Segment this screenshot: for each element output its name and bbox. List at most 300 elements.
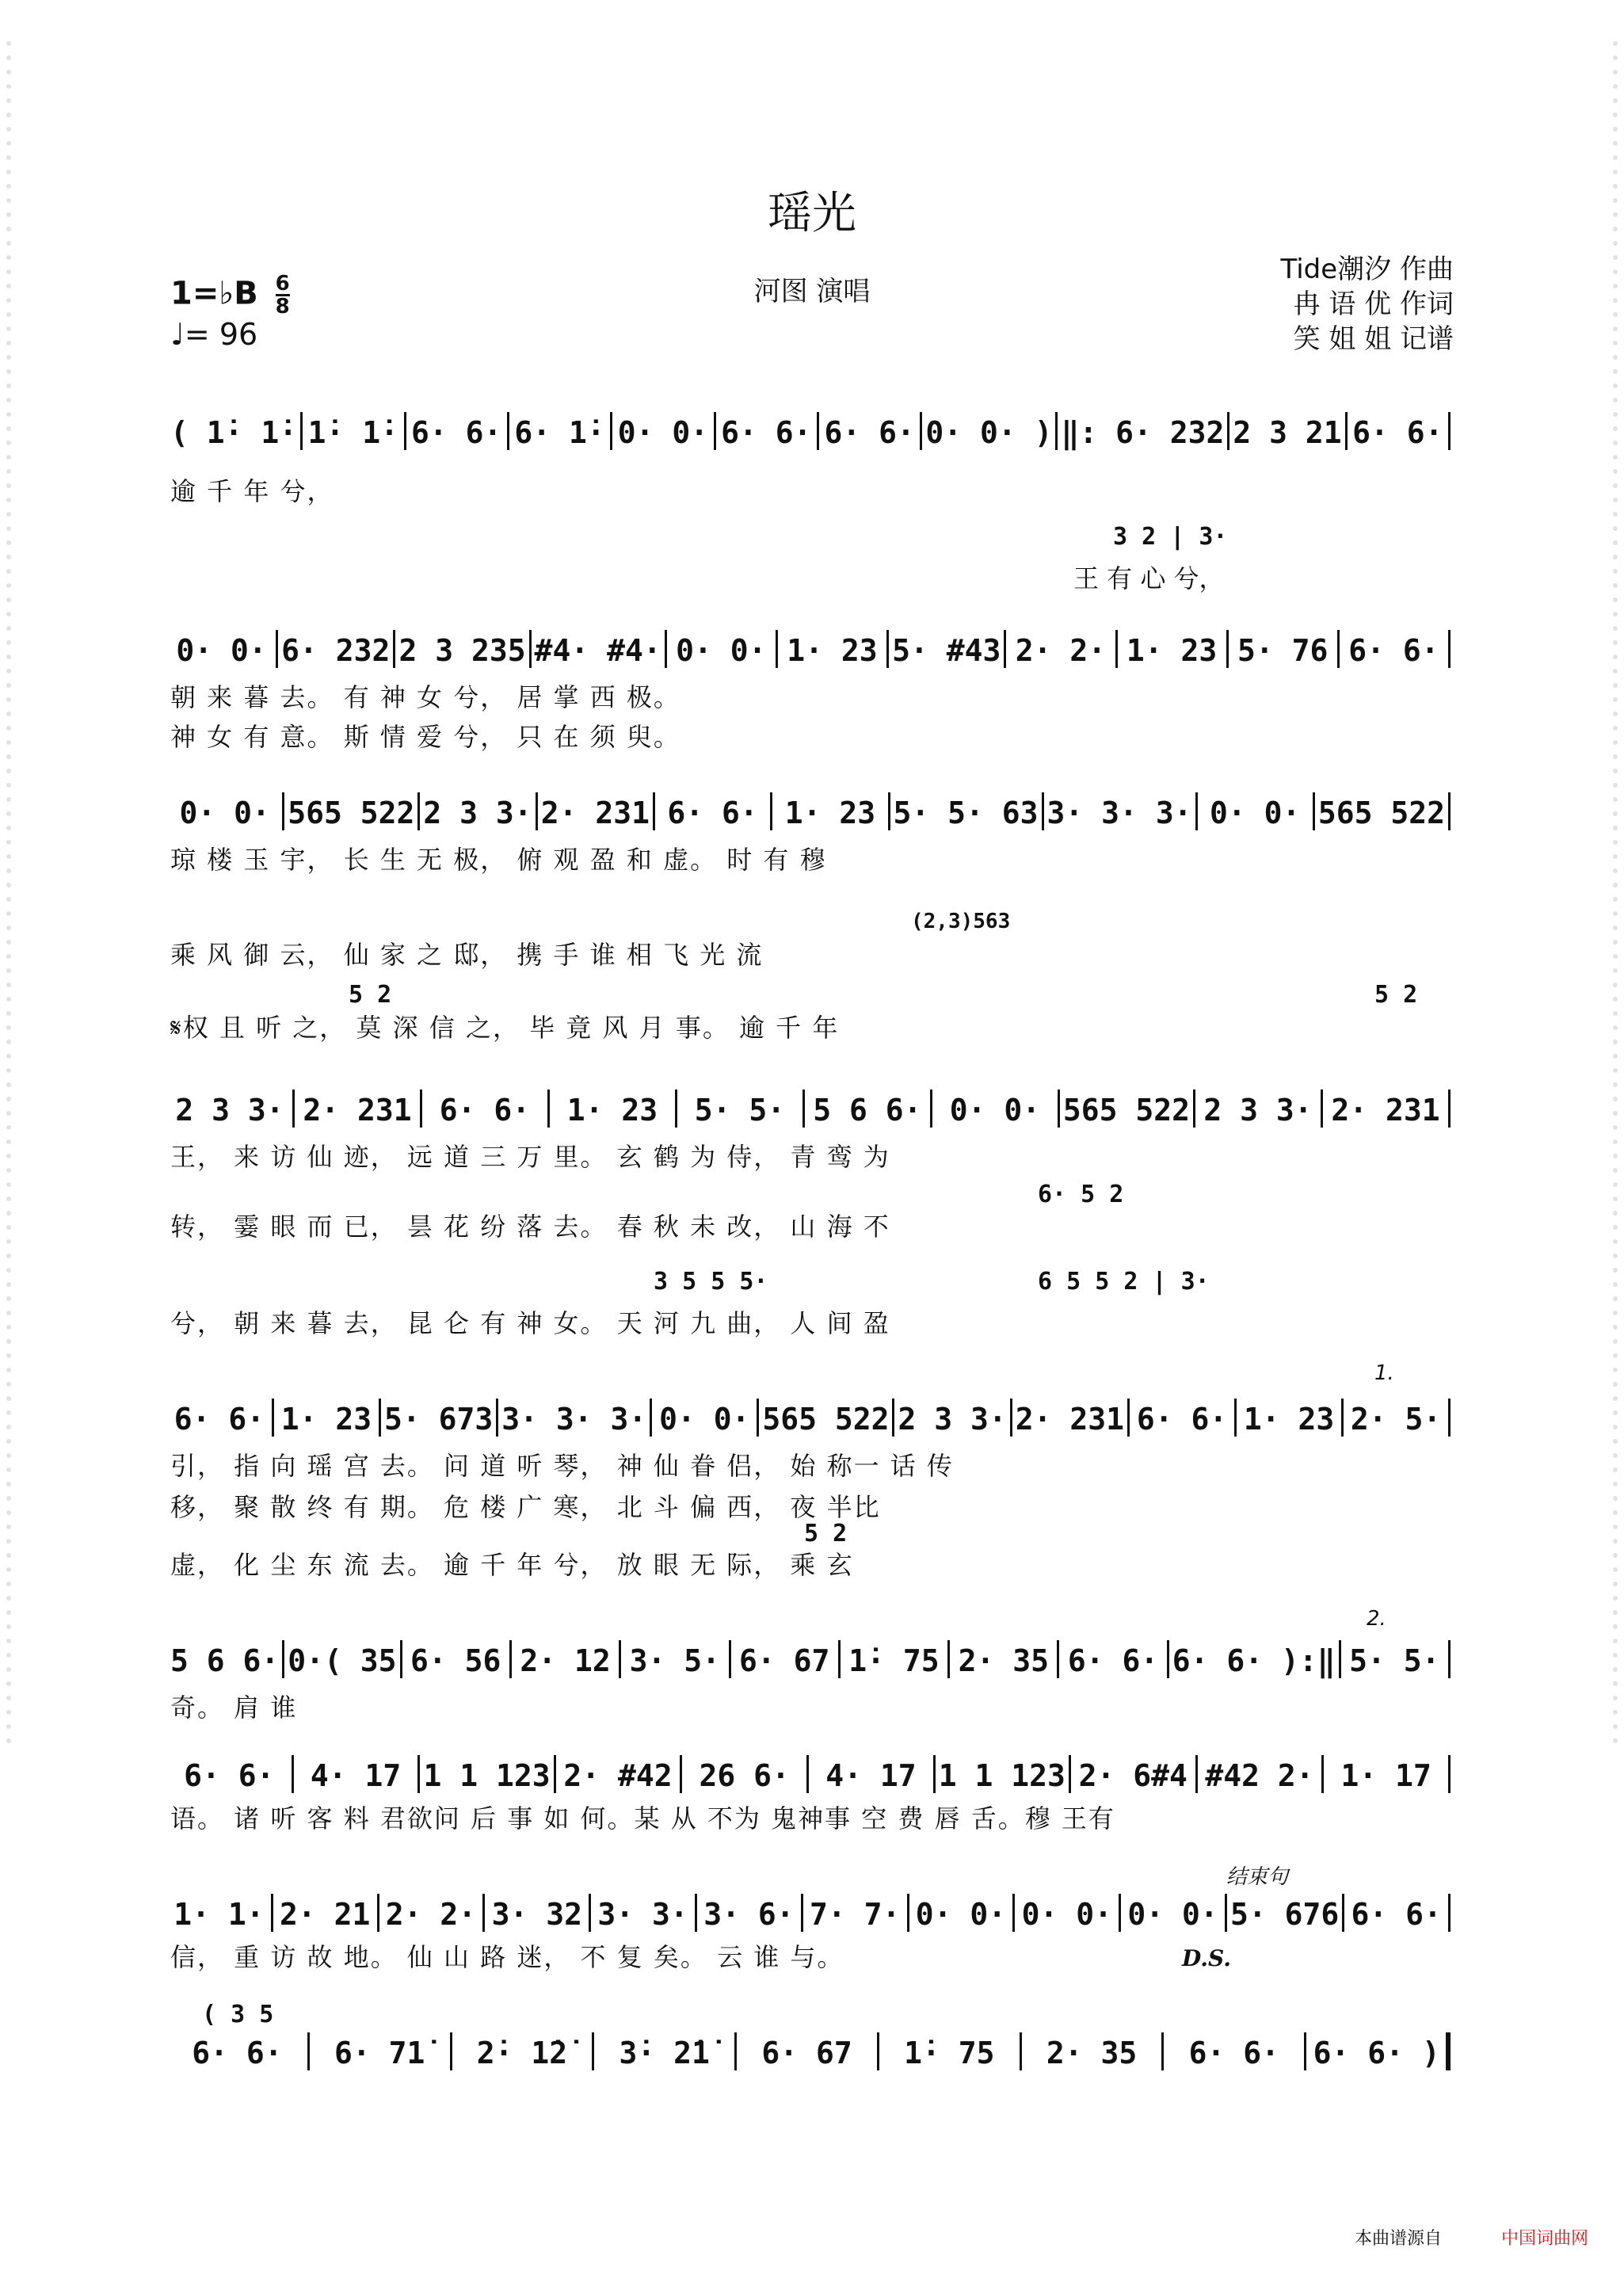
side-watermark-right [1610,32,1621,2234]
bar-line [1448,630,1451,668]
watermark-dot [6,1296,11,1301]
watermark-dot [1613,498,1618,502]
measure: 3· 6· [703,1897,795,1932]
song-title: 瑶光 [768,188,856,239]
measure: 6· 6· [824,415,915,450]
bar-line [1448,1640,1451,1678]
watermark-dot [6,1040,11,1044]
watermark-dot [6,840,11,845]
watermark-dot [6,1525,11,1529]
watermark-dot [1613,1510,1618,1515]
bar-line [1321,1089,1323,1128]
bar-line [1127,1399,1130,1437]
measure: 565 522 [1062,1093,1191,1128]
measure: 0· 0· [1210,796,1301,830]
measure: 2 3 235 [398,633,526,668]
watermark-dot [1613,654,1618,659]
measure: 2 3 3· [1203,1093,1313,1128]
watermark-dot [6,84,11,89]
bar-line [907,1894,909,1932]
watermark-dot [6,968,11,973]
bar-line [886,630,889,668]
watermark-dot [1613,1325,1618,1330]
watermark-dot [1613,597,1618,602]
measure: 3· 32 [491,1897,582,1932]
watermark-dot [1613,384,1618,388]
measure: 6· 67 [738,1643,830,1678]
bar-line [838,1640,841,1678]
watermark-dot [1613,1453,1618,1458]
watermark-dot [6,640,11,645]
bar-line [729,1640,731,1678]
measure: 4· 17 [825,1758,917,1793]
measure: 6· 6· [1136,1402,1228,1437]
measure: 6· 6· [192,2036,283,2070]
measure: #4· #4· [534,633,661,668]
bar-line [680,1755,682,1793]
watermark-dot [6,1596,11,1601]
watermark-dot [6,326,11,331]
measure: 2· 6#4 [1078,1758,1188,1793]
time-sig-denominator: 8 [275,295,290,319]
alt-notes-line4b: 3 5 5 5· [654,1268,768,1296]
measure: ‖: 6· 232 [1061,415,1225,450]
watermark-dot [6,925,11,930]
lyric-line: 转， 霎 眼 而 已， 昙 花 纷 落 去。 春 秋 未 改， 山 海 不 [170,1212,890,1242]
measure: 3· 3· [597,1897,688,1932]
measure: 2· 21 [280,1897,371,1932]
bar-line [282,792,284,830]
measure: 3· 5· [629,1643,721,1678]
bar-line [1042,792,1044,830]
measure: 2· 35 [1046,2036,1138,2070]
measure: 6· 1̇· [514,415,605,450]
watermark-dot [6,1196,11,1201]
transcriber-credit: 笑 姐 姐 记谱 [1293,323,1454,355]
bar-line [1161,2032,1164,2070]
watermark-dot [1613,255,1618,260]
bar-line [1010,1399,1012,1437]
watermark-dot [1613,954,1618,959]
watermark-dot [6,341,11,345]
watermark-dot [1613,127,1618,132]
watermark-dot [1613,1339,1618,1344]
notes-row [170,792,1454,830]
measure: 565 522 [762,1402,890,1437]
notes-row [170,1640,1454,1678]
bar-line [947,1640,950,1678]
watermark-dot [1613,997,1618,1002]
bar-line [1448,412,1451,450]
watermark-dot [1613,1296,1618,1301]
watermark-dot [1613,540,1618,545]
measure: 5 6 6· [170,1643,280,1678]
measure: 0· 0· [1127,1897,1218,1932]
measure: 1̇· 1̇· [307,415,399,450]
watermark-dot [1613,1239,1618,1244]
credits [1281,252,1454,357]
watermark-dot [1613,640,1618,645]
watermark-dot [1613,1467,1618,1472]
watermark-dot [1613,911,1618,916]
lyric-line: 语。 诸 听 客 料 君欲问 后 事 如 何。某 从 不为 鬼神事 空 费 唇 舌。穆 王有 [170,1803,1115,1834]
lyric-line: 信， 重 访 故 地。 仙 山 路 迷， 不 复 矣。 云 谁 与。 [170,1942,844,1972]
watermark-dot [1613,1653,1618,1658]
bar-line [675,1089,677,1128]
alt-notes-line5: 5 2 [804,1520,848,1547]
watermark-dot [6,1539,11,1544]
watermark-dot [1613,754,1618,759]
notes-row [170,1894,1454,1932]
bar-line [930,1089,932,1128]
lyric-line: 王， 来 访 仙 迹， 远 道 三 万 里。 玄 鹤 为 侍， 青 鸾 为 [170,1142,890,1172]
watermark-dot [1613,612,1618,616]
watermark-dot [6,1225,11,1230]
watermark-dot [6,940,11,944]
measure: 0· 0· [176,633,267,668]
measure: ( 1̇· 1̇· [170,415,298,450]
watermark-dot [1613,1068,1618,1073]
bar-line [404,412,406,450]
watermark-dot [6,1353,11,1358]
tempo-marking: ♩= 96 [170,317,258,352]
watermark-dot [1613,925,1618,930]
watermark-dot [6,1311,11,1315]
measure: 1 1 123 [938,1758,1066,1793]
watermark-dot [6,412,11,417]
watermark-dot [1613,84,1618,89]
measure: 2· 35 [958,1643,1049,1678]
watermark-dot [1613,512,1618,517]
bar-line [554,1755,556,1793]
watermark-dot [6,426,11,431]
measure: 5 6 6· [813,1093,922,1128]
watermark-dot [6,355,11,360]
measure: 6· 6· [439,1093,531,1128]
bar-line [547,1089,550,1128]
watermark-dot [1613,740,1618,745]
watermark-dot [6,654,11,659]
measure: 0· 0· [915,1897,1007,1932]
watermark-dot [6,1011,11,1016]
notes-row [170,1399,1454,1437]
measure: 2· 12 [520,1643,611,1678]
lyric-line: 琼 楼 玉 宇， 长 生 无 极， 俯 观 盈 和 虚。 时 有 穆 [170,845,827,875]
watermark-dot [6,1681,11,1686]
watermark-dot [1613,683,1618,688]
bar-line [802,1089,805,1128]
watermark-dot [6,170,11,174]
bar-line [400,1640,402,1678]
watermark-dot [1613,1667,1618,1672]
watermark-dot [1613,41,1618,46]
watermark-dot [6,583,11,588]
bar-line [1195,1755,1198,1793]
volta-2: 2. [1367,1607,1386,1631]
watermark-dot [1613,141,1618,146]
watermark-dot [6,1282,11,1287]
bar-line [1058,1089,1060,1128]
watermark-dot [6,1610,11,1615]
watermark-dot [6,1410,11,1415]
bar-line [1115,630,1118,668]
measure: 6· 6· ) [1313,2036,1440,2070]
watermark-dot [1613,469,1618,474]
measure: 1· 23 [784,796,876,830]
bar-line [536,792,538,830]
watermark-dot [1613,1382,1618,1387]
watermark-dot [6,384,11,388]
watermark-dot [1613,155,1618,160]
watermark-dot [6,997,11,1002]
watermark-dot [1613,1311,1618,1315]
measure: 5· 676 [1229,1897,1340,1932]
watermark-dot [6,441,11,445]
time-sig-numerator: 6 [275,272,290,296]
watermark-dot [1613,1410,1618,1415]
measure: 1̇· 75 [848,1643,940,1678]
lyric-line: 虚， 化 尘 东 流 去。 逾 千 年 兮， 放 眼 无 际， 乘 玄 [170,1550,854,1580]
bar-line [300,412,303,450]
watermark-dot [6,783,11,788]
measure: 2· 231 [540,796,650,830]
alt-notes-line1: 3 2 | 3· [1113,523,1228,551]
measure: 2̇· 1̇2̇ [476,2036,568,2070]
watermark-dot [1613,783,1618,788]
bar-line [665,630,667,668]
bar-line [714,412,716,450]
bar-line [417,1755,420,1793]
alt-lyric-line1: 王 有 心 兮， [1073,563,1225,593]
measure: 565 522 [1317,796,1445,830]
time-signature [276,273,290,317]
watermark-dot [1613,312,1618,317]
watermark-dot [1613,441,1618,445]
watermark-dot [1613,70,1618,74]
watermark-dot [1613,369,1618,374]
watermark-dot [6,483,11,488]
watermark-dot [1613,1681,1618,1686]
watermark-dot [6,555,11,559]
measure: 6· 71̇ [334,2036,425,2070]
bar-line [888,792,890,830]
watermark-dot [1613,1254,1618,1258]
measure: 1· 23 [787,633,878,668]
watermark-dot [1613,426,1618,431]
watermark-dot [1613,1582,1618,1586]
watermark-dot [6,1025,11,1030]
watermark-dot [6,1696,11,1700]
watermark-dot [6,712,11,716]
measure: 6· 6· [1348,633,1439,668]
lyric-line: 乘 风 御 云， 仙 家 之 邸， 携 手 谁 相 飞 光 流 [170,940,764,970]
watermark-dot [6,1168,11,1173]
watermark-dot [6,1738,11,1743]
watermark-dot [1613,1525,1618,1529]
watermark-dot [1613,669,1618,674]
bar-line [1193,1089,1195,1128]
watermark-dot [6,1111,11,1116]
watermark-dot [6,669,11,674]
bar-line [507,412,509,450]
measure: 1· 23 [566,1093,658,1128]
watermark-dot [6,1139,11,1144]
watermark-dot [1613,1439,1618,1444]
watermark-dot [1613,170,1618,174]
watermark-dot [6,512,11,517]
bar-line [653,792,655,830]
bar-line [1195,792,1198,830]
watermark-dot [1613,1425,1618,1429]
watermark-dot [6,55,11,60]
watermark-dot [1613,1082,1618,1087]
bar-line [757,1399,759,1437]
watermark-dot [6,540,11,545]
bar-line [393,630,395,668]
watermark-dot [1613,583,1618,588]
watermark-dot [6,769,11,773]
watermark-dot [1613,868,1618,873]
watermark-dot [1613,455,1618,460]
bar-line [695,1894,697,1932]
volta-1: 1. [1374,1361,1394,1385]
watermark-dot [6,255,11,260]
watermark-dot [6,797,11,802]
bar-line [1055,412,1058,450]
lyric-line: 兮， 朝 来 暮 去， 昆 仑 有 神 女。 天 河 九 曲， 人 间 盈 [170,1308,890,1338]
key-signature [170,273,290,317]
measure: 6· 6· [173,1402,265,1437]
measure: 5· 76 [1237,633,1329,668]
watermark-dot [6,612,11,616]
ds-marking: D.S. [1182,1945,1232,1971]
watermark-dot [6,1068,11,1073]
bar-line [307,2032,310,2070]
watermark-dot [6,312,11,317]
watermark-dot [6,983,11,987]
bar-line [271,1894,273,1932]
watermark-dot [6,1082,11,1087]
measure: 0· 0· [1021,1897,1112,1932]
watermark-dot [1613,1268,1618,1273]
measure: 5· 5· [694,1093,786,1128]
bar-line [292,1089,295,1128]
measure: 6· 6· [1067,1643,1159,1678]
watermark-dot [1613,769,1618,773]
watermark-dot [6,740,11,745]
watermark-dot [6,1724,11,1729]
measure: 2· 231 [303,1093,412,1128]
measure: 2 3 3· [423,796,532,830]
watermark-dot [6,155,11,160]
watermark-dot [1613,854,1618,859]
bar-line [1448,1399,1451,1437]
alt-notes-line4a: 6· 5 2 [1038,1181,1124,1208]
bar-line [1167,1640,1169,1678]
bar-line [420,1089,422,1128]
watermark-dot [1613,1553,1618,1558]
measure: 0· 0· ) [925,415,1053,450]
measure: 0· 0· [659,1402,750,1437]
watermark-dot [6,70,11,74]
watermark-dot [1613,1482,1618,1486]
watermark-dot [1613,1282,1618,1287]
watermark-dot [1613,1040,1618,1044]
measure: 5· 5· [1349,1643,1440,1678]
watermark-dot [1613,341,1618,345]
measure: 0· 0· [617,415,709,450]
watermark-dot [6,113,11,117]
watermark-dot [1613,1368,1618,1372]
watermark-dot [1613,98,1618,103]
bar-line [1234,1399,1237,1437]
measure: 0· 0· [676,633,767,668]
measure: 6· 6· [721,415,812,450]
bar-line [610,412,612,450]
watermark-dot [6,697,11,702]
watermark-dot [6,569,11,574]
footer-site-link[interactable]: 中国词曲网 [1500,2229,1588,2249]
bar-line [1304,2032,1306,2070]
footer-source: 本曲谱源自 [1354,2229,1442,2249]
watermark-dot [1613,697,1618,702]
bar-line [272,1399,274,1437]
bar-line [1448,1755,1451,1793]
watermark-dot [1613,1496,1618,1501]
bar-line [496,1399,498,1437]
watermark-dot [1613,1610,1618,1615]
bar-line [619,1640,621,1678]
watermark-dot [1613,1011,1618,1016]
bar-line [1057,1640,1059,1678]
watermark-dot [1613,797,1618,802]
watermark-dot [6,455,11,460]
lyric-line: 奇。 肩 谁 [170,1692,298,1723]
bar-line [529,630,532,668]
watermark-dot [1613,326,1618,331]
watermark-dot [6,1097,11,1101]
watermark-dot [6,498,11,502]
notes-row [170,2032,1454,2070]
watermark-dot [6,1582,11,1586]
bar-line [776,630,778,668]
bar-line [1321,1755,1324,1793]
measure: #42 2· [1205,1758,1314,1793]
measure: 6· 6· ):‖ [1172,1643,1336,1678]
bar-line [450,2032,452,2070]
measure: 26 6· [699,1758,790,1793]
watermark-dot [6,868,11,873]
watermark-dot [6,897,11,902]
ending-label: 结束句 [1226,1865,1289,1889]
watermark-dot [6,811,11,816]
watermark-dot [6,1653,11,1658]
bar-line [1225,1894,1227,1932]
watermark-dot [6,398,11,403]
bar-line [806,1755,809,1793]
watermark-dot [6,526,11,531]
lyric-line: 逾 千 年 兮， [170,476,334,506]
watermark-dot [6,1639,11,1643]
measure: 3̇· 2̇1̇ [619,2036,710,2070]
watermark-dot [6,1368,11,1372]
watermark-dot [6,1339,11,1344]
watermark-dot [1613,1396,1618,1401]
watermark-dot [6,1439,11,1444]
watermark-dot [1613,1596,1618,1601]
measure: 0·( 35 [288,1643,397,1678]
watermark-dot [1613,1054,1618,1059]
